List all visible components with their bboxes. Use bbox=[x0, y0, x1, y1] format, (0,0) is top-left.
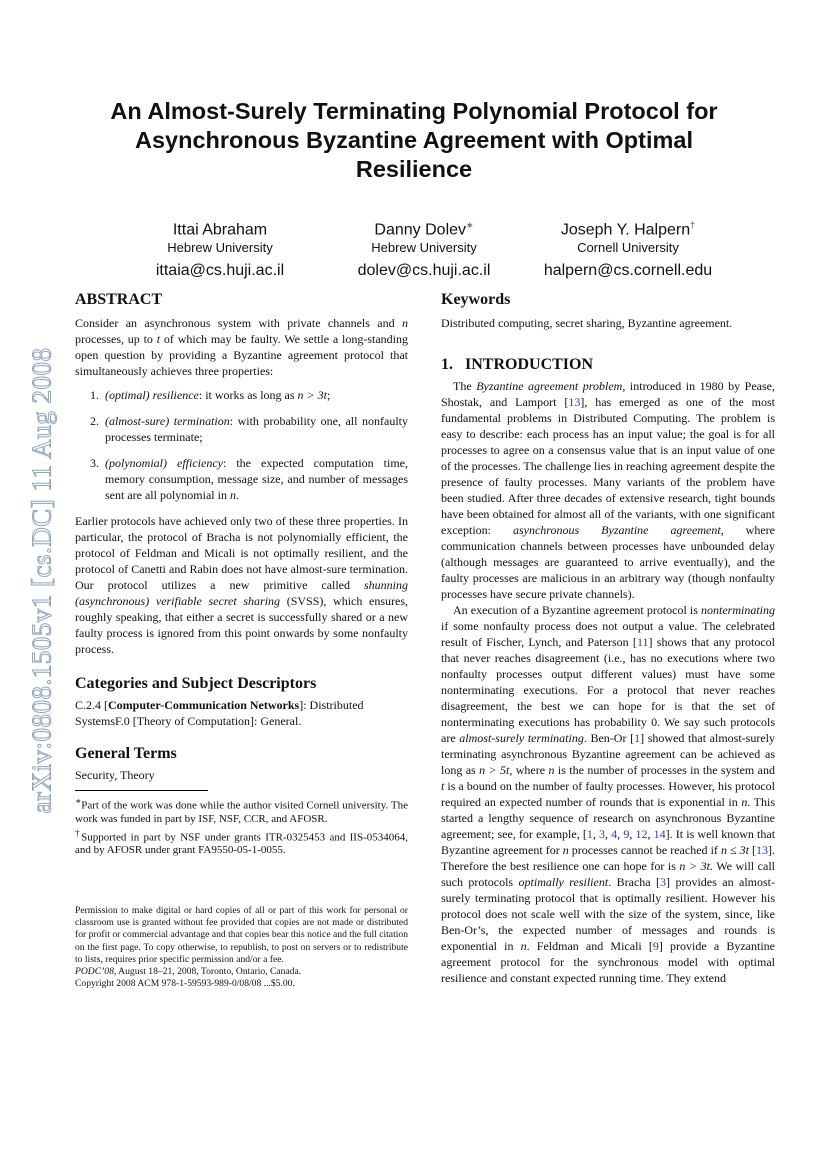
text-run: is a bound on the number of faulty processes. However, his protocol required an expected number of rounds that is exponential in bbox=[441, 779, 775, 809]
text-run: . Feldman and Micali [ bbox=[526, 939, 653, 953]
text-run: , bbox=[592, 827, 600, 841]
text-run: Byzantine agreement problem bbox=[476, 379, 623, 393]
text-run: ] shows that any protocol that never reaches disagreement (i.e., has no executions where two nonfaulty processes output different values) must have some nonterminating executions. For a protocol that never reaches disagreement, the best we can hope for is that the set of nonterminating executions has probability 0. We say such protocols are bbox=[441, 635, 775, 745]
citation-link[interactable]: 4 bbox=[611, 827, 618, 841]
left-column bbox=[75, 290, 408, 857]
text-run: ]. It is well known that Byzantine agreement for bbox=[441, 827, 776, 857]
text-run: . We will call such protocols bbox=[441, 859, 775, 889]
text-run: ], has emerged as one of the most fundamental problems in Distributed Computing. The problem is easy to describe: each process has an input value; the goal is for all processes to agree on a consensus value that is an input value of one of the processes. The challenge lies in reaching agreement despite the presence of faulty processes. Many variants of the problem have been studied. After three decades of extensive research, tight bounds have been obtained for almost all of the variants, with one significant exception: bbox=[441, 395, 775, 537]
text-run: [ bbox=[748, 843, 756, 857]
text-run: An execution of a Byzantine agreement protocol is bbox=[453, 603, 701, 617]
copyright-line: Copyright 2008 ACM 978-1-59593-989-0/08/08 ...$5.00. bbox=[75, 978, 295, 990]
footnotes bbox=[75, 795, 408, 857]
list-item: 1. (optimal) resilience: it works as long as n > 3t; bbox=[90, 388, 331, 402]
text-run: t bbox=[441, 779, 445, 793]
paper-title: An Almost-Surely Terminating Polynomial Protocol for Asynchronous Byzantine Agreement with Optimal Resilience bbox=[110, 98, 718, 182]
text-run: . Bracha [ bbox=[608, 875, 661, 889]
citation-link[interactable]: 1 bbox=[634, 731, 641, 745]
text-run: , bbox=[605, 827, 612, 841]
intro-paragraph bbox=[441, 602, 775, 986]
abstract-heading: ABSTRACT bbox=[75, 291, 163, 308]
author-name: Ittai Abraham bbox=[172, 221, 268, 239]
footnote: †Supported in part by NSF under grants ITR-0325453 and IIS-0534064, and by AFOSR under grant FA9550-05-1-0055. bbox=[75, 827, 409, 857]
categories-text: C.2.4 [Computer-Communication Networks]: Distributed SystemsF.0 [Theory of Computation]: General. bbox=[75, 698, 364, 728]
list-item: 3. (polynomial) efficiency: the expected computation time, memory consumption, message size, and number of messages sent are all polynomial in n. bbox=[90, 456, 409, 502]
text-run: n bbox=[520, 939, 527, 953]
arxiv-stamp: arXiv:0808.1505v1 [cs.DC] 11 Aug 2008 bbox=[26, 347, 57, 813]
author-affiliation: Cornell University bbox=[577, 240, 679, 256]
keywords-text: Distributed computing, secret sharing, Byzantine agreement. bbox=[441, 316, 733, 330]
text-run: , bbox=[629, 827, 636, 841]
citation-link[interactable]: 12 bbox=[635, 827, 648, 841]
general-terms-text: Security, Theory bbox=[75, 768, 155, 782]
categories-heading: Categories and Subject Descriptors bbox=[75, 675, 317, 692]
text-run: , where communication channels between processes have unbounded delay (although messages are guaranteed to arrive eventually), and the faulty processes are malicious in an arbitrary way (though nonfaulty processes have secure private channels). bbox=[441, 523, 775, 601]
citation-link[interactable]: 13 bbox=[568, 395, 581, 409]
text-run: n > 3t bbox=[679, 859, 710, 873]
citation-link[interactable]: 3 bbox=[599, 827, 606, 841]
text-run: optimally resilient bbox=[518, 875, 609, 889]
author-block bbox=[532, 215, 724, 282]
citation-link[interactable]: 1 bbox=[586, 827, 593, 841]
text-run: nonterminating bbox=[701, 603, 775, 617]
text-run: n bbox=[548, 763, 555, 777]
text-run: n ≤ 3t bbox=[720, 843, 749, 857]
citation-link[interactable]: 14 bbox=[653, 827, 666, 841]
introduction-heading: 1. INTRODUCTION bbox=[441, 356, 594, 373]
author-email: ittaia@cs.huji.ac.il bbox=[155, 262, 285, 280]
text-run: , bbox=[647, 827, 654, 841]
author-email: dolev@cs.huji.ac.il bbox=[357, 262, 491, 280]
intro-paragraph bbox=[441, 378, 775, 602]
venue-line: PODC’08, August 18–21, 2008, Toronto, Ontario, Canada. bbox=[75, 966, 302, 978]
text-run: is the number of processes in the system and bbox=[554, 763, 775, 777]
text-run: if some nonfaulty process does not output a value. The celebrated result of Fischer, Lynch, and Paterson [ bbox=[441, 619, 775, 649]
text-run: , bbox=[617, 827, 624, 841]
keywords-heading: Keywords bbox=[441, 291, 511, 308]
text-run: ] showed that almost-surely terminating asynchronous Byzantine agreement can be achieved as long as bbox=[441, 731, 775, 777]
citation-link[interactable]: 3 bbox=[660, 875, 667, 889]
author-block bbox=[340, 215, 508, 282]
text-run: ] provide a Byzantine agreement protocol for the synchronous model with optimal resilience and constant expected running time. They extend bbox=[441, 939, 775, 985]
footnote: ∗Part of the work was done while the author visited Cornell university. The work was funded in part by ISF, NSF, CCR, and AFOSR. bbox=[75, 796, 408, 825]
abstract-paragraph: Consider an asynchronous system with private channels and n processes, up to t of which may be faulty. We settle a long-standing open question by providing a Byzantine agreement protocol that simultaneously achieves three properties: bbox=[75, 316, 408, 378]
list-item: 2. (almost-sure) termination: with probability one, all nonfaulty processes terminate; bbox=[90, 414, 408, 444]
citation-link[interactable]: 11 bbox=[636, 635, 649, 649]
text-run: n bbox=[562, 843, 569, 857]
right-column bbox=[441, 290, 775, 986]
text-run: The bbox=[453, 379, 477, 393]
text-run: asynchronous Byzantine agreement bbox=[512, 523, 721, 537]
text-run: processes cannot be reached if bbox=[568, 843, 721, 857]
text-run: almost-surely terminating bbox=[459, 731, 584, 745]
author-block bbox=[135, 215, 305, 282]
text-run: ] provides an almost-surely terminating protocol that is optimally resilient. However his protocol does not scale well with the size of the system, since, like Ben-Or’s, the expected number of messages and rounds is exponential in bbox=[441, 875, 775, 953]
general-terms-heading: General Terms bbox=[75, 745, 177, 762]
permission-text: Permission to make digital or hard copies of all or part of this work for personal or classroom use is granted without fee provided that copies are not made or distributed for profit or commercial advantage and that copies bear this notice and the full citation on the first page. To copy otherwise, to republish, to post on servers or to redistribute to lists, requires prior specific permission and/or a fee. bbox=[75, 905, 408, 965]
author-name: Danny Dolev bbox=[374, 221, 467, 239]
text-run: , introduced in 1980 by Pease, Shostak, and Lamport [ bbox=[441, 379, 776, 409]
text-run: . This started a lengthy sequence of research on asynchronous Byzantine agreement; see, for example, [ bbox=[441, 795, 776, 841]
author-email: halpern@cs.cornell.edu bbox=[543, 262, 713, 280]
author-affiliation: Hebrew University bbox=[371, 240, 477, 256]
abstract-paragraph: Earlier protocols have achieved only two of these three properties. In particular, the protocol of Bracha is not polynomially efficient, the protocol of Feldman and Micali is not optimally resilient, and the protocol of Canetti and Rabin does not have almost-sure termination. Our protocol utilizes a new primitive called shunning (asynchronous) verifiable secret sharing (SVSS), which ensures, roughly speaking, that either a secret is successfully shared or a new faulty process is ignored from this point onwards by some nonfaulty process. bbox=[75, 514, 409, 656]
footnote-divider bbox=[75, 790, 208, 791]
citation-link[interactable]: 13 bbox=[756, 843, 768, 857]
text-run: . Ben-Or [ bbox=[583, 731, 635, 745]
author-footnote-mark: ∗ bbox=[466, 220, 474, 230]
citation-link[interactable]: 9 bbox=[652, 939, 659, 953]
text-run: , where bbox=[509, 763, 549, 777]
author-footnote-mark: † bbox=[690, 220, 696, 230]
permission-notice bbox=[75, 905, 408, 990]
text-run: n > 5t bbox=[479, 763, 510, 777]
author-name: Joseph Y. Halpern bbox=[560, 221, 691, 239]
property-list bbox=[75, 387, 408, 503]
author-affiliation: Hebrew University bbox=[167, 240, 273, 256]
text-run: ]. Therefore the best resilience one can hope for is bbox=[441, 843, 775, 873]
citation-link[interactable]: 9 bbox=[623, 827, 630, 841]
text-run: n bbox=[741, 795, 748, 809]
